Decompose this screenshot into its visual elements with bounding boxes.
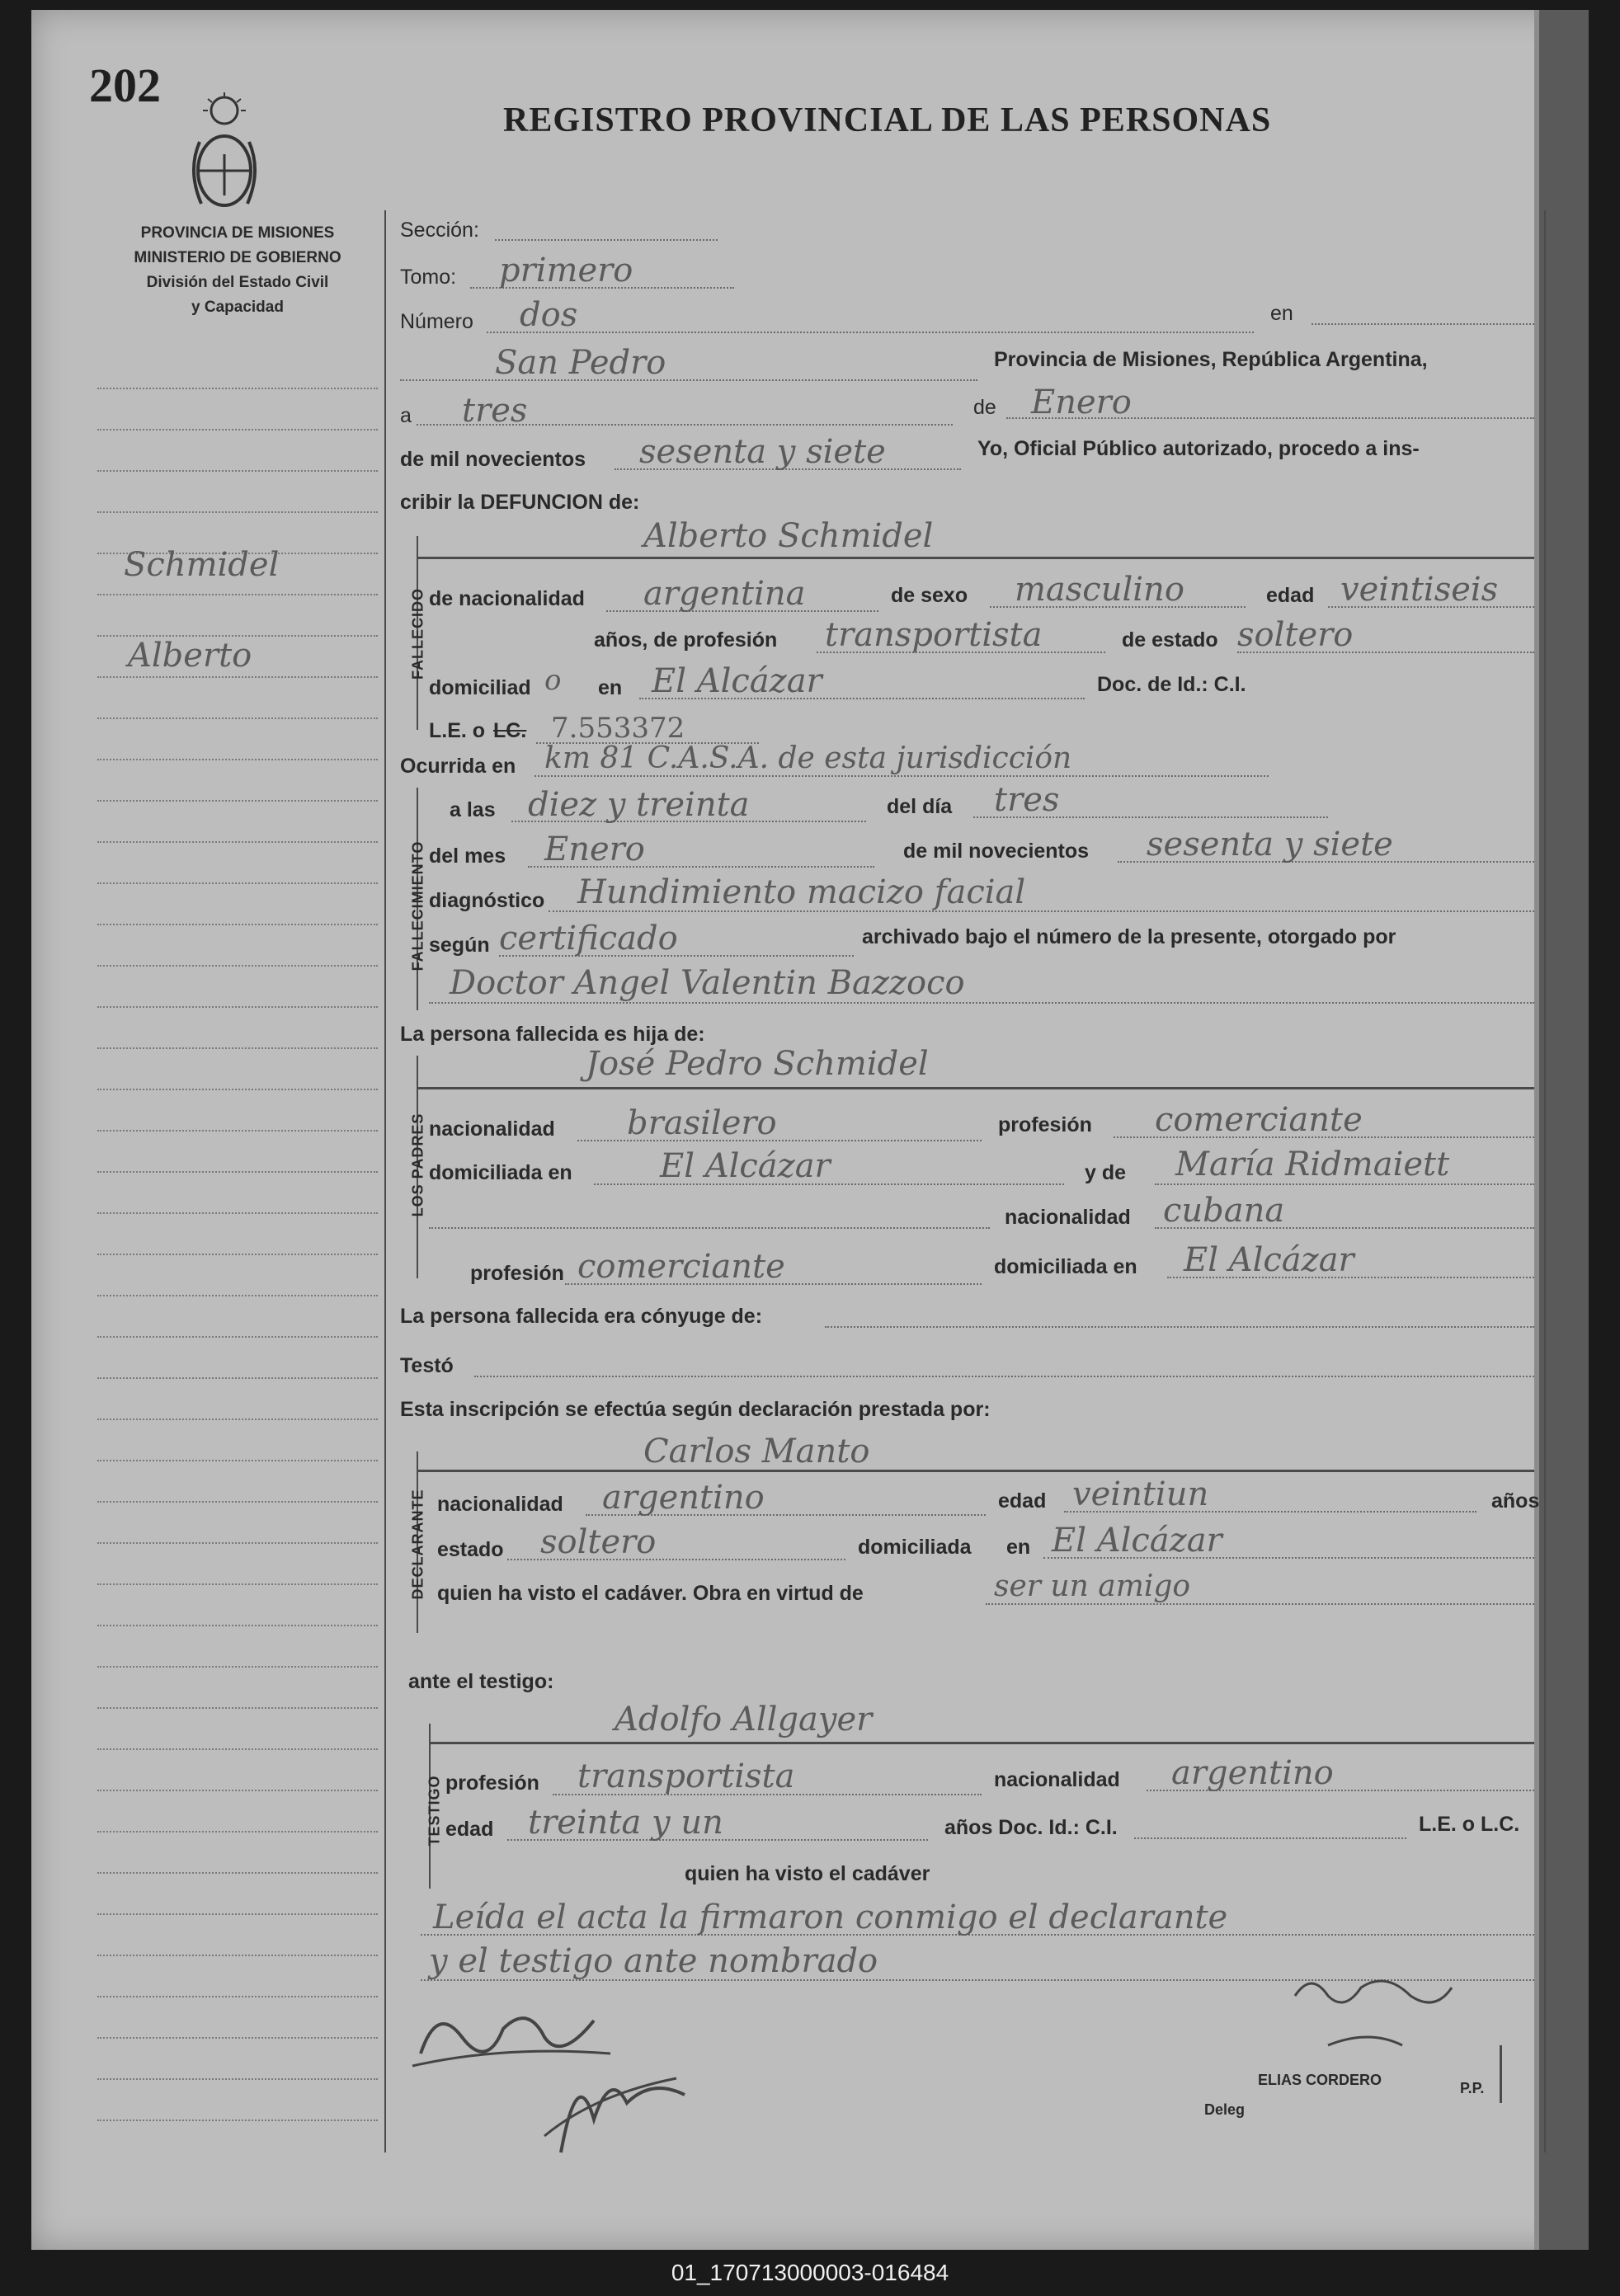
doc-id-label: Doc. de Id.: C.I.	[1097, 673, 1246, 696]
domicilio-en-label: en	[598, 676, 623, 699]
edad-value: veintiseis	[1340, 571, 1499, 609]
padre-nacionalidad-label: nacionalidad	[429, 1117, 555, 1141]
margin-rule	[97, 2120, 378, 2121]
margin-rule	[97, 388, 378, 389]
testo-label: Testó	[400, 1354, 454, 1377]
header-capacity: y Capacidad	[191, 299, 284, 316]
margin-given-name: Alberto	[128, 637, 252, 675]
medico-value: Doctor Angel Valentin Bazzoco	[450, 964, 965, 1002]
decl-nacionalidad-value: argentino	[602, 1479, 765, 1517]
padre-profesion-label: profesión	[998, 1113, 1092, 1136]
a-label: a	[400, 404, 412, 427]
en-label: en	[1270, 302, 1293, 325]
margin-rule	[97, 1336, 378, 1338]
signature-oficial	[1279, 1963, 1468, 2070]
margin-rule	[97, 676, 378, 678]
margin-separator	[384, 210, 386, 2152]
numero-label: Número	[400, 310, 473, 333]
margin-rule	[97, 759, 378, 760]
archivado-label: archivado bajo el número de la presente, otorgado por	[862, 925, 1396, 948]
test-profesion-value: transportista	[577, 1757, 795, 1795]
header-division: División del Estado Civil	[146, 274, 329, 291]
margin-rule	[97, 594, 378, 595]
signature-testigo	[511, 2045, 709, 2161]
margin-rule	[97, 1707, 378, 1709]
side-testigo: TESTIGO	[426, 1775, 443, 1847]
madre-name: María Ridmaiett	[1175, 1146, 1450, 1183]
segun-value: certificado	[499, 920, 678, 957]
diagnostico-value: Hundimiento macizo facial	[577, 873, 1026, 911]
anos-profesion-label: años, de profesión	[594, 628, 778, 652]
dia-fallec-value: tres	[994, 781, 1060, 819]
nacionalidad-value: argentina	[643, 575, 806, 613]
side-fallecido: FALLECIDO	[409, 588, 426, 680]
test-edad-label: edad	[445, 1818, 494, 1841]
margin-rule	[97, 429, 378, 430]
de-label: de	[973, 396, 996, 419]
domiciliad-label: domiciliad	[429, 676, 531, 699]
side-declarante: DECLARANTE	[409, 1489, 426, 1600]
margin-rule	[97, 841, 378, 843]
header-province: PROVINCIA DE MISIONES	[140, 224, 335, 242]
test-nacionalidad-label: nacionalidad	[994, 1768, 1120, 1791]
margin-rule	[97, 1419, 378, 1420]
coat-of-arms-icon	[183, 92, 266, 216]
test-edad-value: treinta y un	[528, 1804, 723, 1842]
sexo-value: masculino	[1015, 571, 1184, 609]
le-o-label: L.E. o	[429, 719, 486, 742]
right-border	[1544, 210, 1546, 2152]
stamp-pp: P.P.	[1460, 2080, 1485, 2096]
hija-de-label: La persona fallecida es hija de:	[400, 1023, 705, 1046]
decl-estado-value: soltero	[540, 1523, 657, 1561]
y-de-label: y de	[1085, 1161, 1127, 1184]
de-mil-nov-label: de mil novecientos	[903, 840, 1090, 863]
decl-domicilio-value: El Alcázar	[1052, 1522, 1222, 1560]
decl-nacionalidad-label: nacionalidad	[437, 1493, 563, 1516]
seccion-label: Sección:	[400, 219, 479, 242]
lc-label: LC.	[493, 719, 527, 742]
tomo-label: Tomo:	[400, 266, 457, 289]
margin-rule	[97, 1089, 378, 1090]
hora-value: diez y treinta	[528, 786, 750, 824]
margin-rule	[97, 1583, 378, 1585]
madre-nacionalidad-label: nacionalidad	[1005, 1206, 1131, 1229]
de-mil-label: de mil novecientos	[400, 448, 586, 471]
madre-nacionalidad-value: cubana	[1163, 1192, 1285, 1230]
header-ministry: MINISTERIO DE GOBIERNO	[134, 249, 341, 266]
margin-rule	[97, 1295, 378, 1296]
decl-domiciliada-label: domiciliada	[858, 1536, 972, 1559]
provincia-label: Provincia de Misiones, República Argentina,	[994, 348, 1428, 371]
margin-surname: Schmidel	[124, 546, 280, 584]
esta-inscripcion-label: Esta inscripción se efectúa según declaración prestada por:	[400, 1398, 991, 1421]
margin-rule	[97, 470, 378, 472]
yo-oficial-label: Yo, Oficial Público autorizado, procedo a ins-	[977, 437, 1420, 460]
test-le-lc-label: L.E. o L.C.	[1419, 1813, 1520, 1836]
lugar-value: San Pedro	[495, 344, 666, 382]
dia-value: tres	[462, 392, 528, 430]
margin-rule	[97, 882, 378, 884]
margin-rule	[97, 1377, 378, 1379]
margin-rule	[97, 1666, 378, 1668]
ocurrida-value: km 81 C.A.S.A. de esta jurisdicción	[544, 741, 1072, 775]
anio-fallec-value: sesenta y siete	[1147, 826, 1393, 863]
margin-rule	[97, 511, 378, 513]
margin-rule	[97, 924, 378, 925]
decl-en-label: en	[1006, 1536, 1031, 1559]
madre-domicilio-value: El Alcázar	[1184, 1241, 1354, 1279]
padre-nacionalidad-value: brasilero	[627, 1104, 777, 1142]
margin-rule	[97, 1996, 378, 1997]
margin-rule	[97, 1460, 378, 1461]
del-dia-label: del día	[887, 795, 953, 818]
margin-rule	[97, 1625, 378, 1626]
edad-label: edad	[1266, 584, 1315, 607]
padre-domicilio-label: domiciliada en	[429, 1161, 572, 1184]
estado-value: soltero	[1237, 616, 1354, 654]
conyuge-label: La persona fallecida era cónyuge de:	[400, 1305, 763, 1328]
padre-name: José Pedro Schmidel	[586, 1045, 929, 1083]
margin-rule	[97, 1748, 378, 1750]
margin-rule	[97, 800, 378, 802]
estado-label: de estado	[1122, 628, 1218, 652]
margin-rule	[97, 1872, 378, 1874]
quien-obra-label: quien ha visto el cadáver. Obra en virtud de	[437, 1582, 864, 1605]
anio-value: sesenta y siete	[639, 433, 886, 471]
ante-testigo-label: ante el testigo:	[408, 1670, 554, 1693]
book-spine	[1534, 10, 1589, 2250]
page-title: REGISTRO PROVINCIAL DE LAS PERSONAS	[503, 101, 1272, 139]
test-quien-label: quien ha visto el cadáver	[685, 1862, 930, 1885]
documento-value: 7.553372	[551, 712, 685, 745]
margin-rule	[97, 2078, 378, 2080]
margin-rule	[97, 1130, 378, 1132]
decl-obra-value: ser un amigo	[994, 1569, 1191, 1603]
a-las-label: a las	[450, 798, 496, 821]
del-mes-label: del mes	[429, 845, 506, 868]
madre-profesion-value: comerciante	[577, 1248, 785, 1286]
domicilio-letra: o	[544, 664, 562, 697]
margin-rule	[97, 718, 378, 719]
side-padres: LOS PADRES	[409, 1113, 426, 1217]
sexo-label: de sexo	[891, 584, 968, 607]
margin-rule	[97, 1831, 378, 1833]
margin-rule	[97, 1501, 378, 1503]
cribir-label: cribir la DEFUNCION de:	[400, 491, 640, 514]
margin-rule	[97, 1913, 378, 1915]
margin-rule	[97, 1790, 378, 1791]
segun-label: según	[429, 934, 490, 957]
cierre-line-1: Leída el acta la firmaron conmigo el declarante	[433, 1898, 1228, 1936]
fallecido-name: Alberto Schmidel	[643, 517, 934, 555]
decl-estado-label: estado	[437, 1538, 504, 1561]
declarante-name: Carlos Manto	[643, 1433, 870, 1470]
footer-id: 01_170713000003-016484	[671, 2260, 949, 2285]
decl-edad-label: edad	[998, 1489, 1047, 1513]
decl-anos-label: años	[1491, 1489, 1540, 1513]
margin-rule	[97, 2037, 378, 2039]
decl-edad-value: veintiun	[1072, 1475, 1209, 1513]
margin-rule	[97, 965, 378, 967]
testigo-name: Adolfo Allgayer	[615, 1701, 873, 1738]
madre-domicilio-label: domiciliada en	[994, 1255, 1137, 1278]
margin-rule	[97, 1955, 378, 1956]
stamp-name: ELIAS CORDERO	[1258, 2072, 1382, 2088]
folio-number: 202	[89, 59, 161, 112]
margin-rule	[97, 1542, 378, 1544]
padre-domicilio-value: El Alcázar	[660, 1147, 831, 1185]
side-fallecimiento: FALLECIMIENTO	[409, 840, 426, 972]
domicilio-value: El Alcázar	[652, 662, 822, 700]
test-profesion-label: profesión	[445, 1771, 539, 1795]
tomo-value: primero	[499, 252, 633, 289]
test-anos-doc-label: años Doc. Id.: C.I.	[944, 1816, 1118, 1839]
madre-profesion-label: profesión	[470, 1262, 564, 1285]
profesion-value: transportista	[825, 616, 1043, 654]
test-nacionalidad-value: argentino	[1171, 1754, 1334, 1792]
diagnostico-label: diagnóstico	[429, 889, 545, 912]
margin-rule	[97, 1212, 378, 1214]
nacionalidad-label: de nacionalidad	[429, 587, 585, 610]
stamp-role: Deleg	[1204, 2101, 1246, 2118]
margin-rule	[97, 1006, 378, 1008]
ocurrida-label: Ocurrida en	[400, 755, 516, 778]
numero-value: dos	[520, 296, 578, 334]
margin-rule	[97, 1171, 378, 1173]
cierre-line-2: y el testigo ante nombrado	[429, 1942, 878, 1980]
padre-profesion-value: comerciante	[1155, 1101, 1363, 1139]
mes-fallec-value: Enero	[544, 830, 645, 868]
margin-rule	[97, 1047, 378, 1049]
margin-rule	[97, 1254, 378, 1255]
mes-value: Enero	[1031, 383, 1132, 421]
